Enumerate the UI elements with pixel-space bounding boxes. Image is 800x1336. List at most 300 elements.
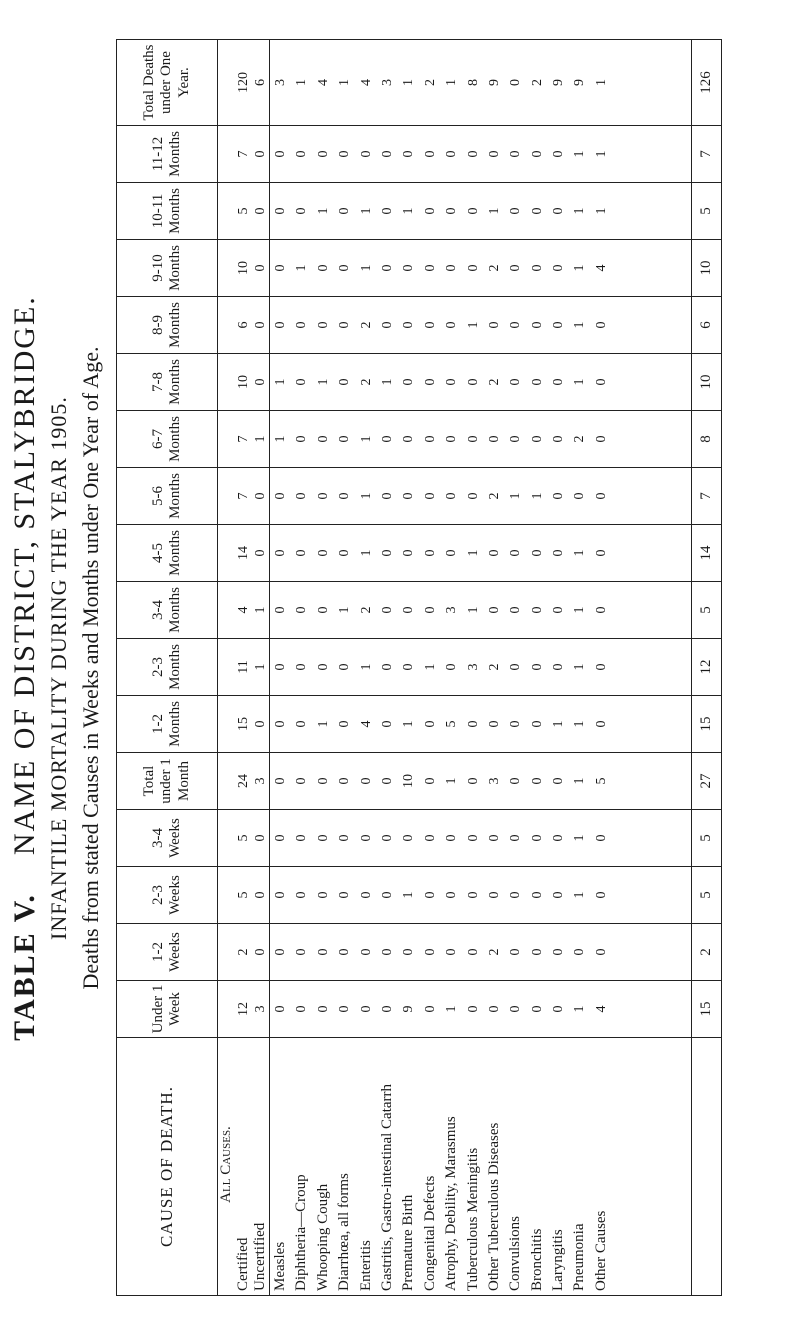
table-cell: 0 bbox=[253, 150, 268, 158]
all-causes-labels bbox=[218, 1038, 270, 1296]
table-cell: 0 bbox=[486, 1005, 502, 1013]
table-cell: 24 bbox=[236, 774, 251, 788]
table-cell: 0 bbox=[253, 834, 268, 842]
table-cell: 0 bbox=[444, 549, 460, 557]
table-cell: 0 bbox=[593, 663, 609, 671]
table-cell: 5 bbox=[444, 720, 460, 728]
table-cell: 0 bbox=[379, 1005, 395, 1013]
cause-label: Atrophy, Debility, Marasmus bbox=[443, 1116, 460, 1291]
all-causes-values bbox=[218, 126, 270, 183]
table-cell: 0 bbox=[379, 435, 395, 443]
table-cell: 0 bbox=[315, 549, 331, 557]
table-cell: 0 bbox=[465, 948, 481, 956]
table-cell: 2 bbox=[358, 606, 374, 614]
table-cell: 0 bbox=[273, 948, 288, 956]
table-cell: 0 bbox=[294, 321, 310, 329]
table-cell: 0 bbox=[593, 720, 609, 728]
table-caption: Deaths from stated Causes in Weeks and Months under One Year of Age. bbox=[78, 346, 103, 990]
table-cell: 1 bbox=[358, 207, 374, 215]
col-header: 5-6 Months bbox=[117, 468, 218, 525]
table-cell: 9 bbox=[401, 1005, 417, 1013]
cause-label: Whooping Cough bbox=[314, 1183, 331, 1291]
table-cell: 0 bbox=[273, 150, 288, 158]
table-cell: 0 bbox=[529, 720, 545, 728]
table-cell: 0 bbox=[379, 891, 395, 899]
row-label: Certified bbox=[235, 1237, 251, 1291]
table-cell: 0 bbox=[508, 891, 524, 899]
table-cell: 0 bbox=[465, 777, 481, 785]
table-cell: 0 bbox=[508, 1005, 524, 1013]
table-cell: 0 bbox=[508, 549, 524, 557]
table-cell: 0 bbox=[358, 150, 374, 158]
cause-values bbox=[270, 696, 692, 753]
table-cell: 1 bbox=[422, 663, 438, 671]
table-cell: 0 bbox=[401, 549, 417, 557]
table-cell: 0 bbox=[379, 549, 395, 557]
table-cell: 0 bbox=[273, 492, 288, 500]
table-cell: 0 bbox=[551, 777, 567, 785]
table-cell: 0 bbox=[253, 492, 268, 500]
cause-label: Gastritis, Gastro-intestinal Catarrh bbox=[378, 1083, 395, 1291]
table-cell: 1 bbox=[486, 207, 502, 215]
table-cell: 1 bbox=[593, 79, 609, 86]
spacer bbox=[218, 40, 235, 125]
table-cell: 0 bbox=[529, 207, 545, 215]
table-cell: 0 bbox=[508, 663, 524, 671]
table-cell: 0 bbox=[315, 435, 331, 443]
col-cause-header: CAUSE OF DEATH. bbox=[117, 1038, 218, 1296]
table-cell: 1 bbox=[315, 207, 331, 215]
table-cell: 1 bbox=[508, 492, 524, 500]
table-cell: 0 bbox=[444, 834, 460, 842]
col-header: Under 1 Week bbox=[117, 981, 218, 1038]
table-cell: 11 bbox=[236, 660, 251, 674]
spacer bbox=[218, 240, 235, 296]
table-cell: 0 bbox=[315, 492, 331, 500]
all-causes-values bbox=[218, 468, 270, 525]
table-cell: 1 bbox=[444, 1005, 460, 1013]
table-cell: 0 bbox=[465, 264, 481, 272]
cause-values bbox=[270, 810, 692, 867]
table-cell: 0 bbox=[529, 150, 545, 158]
table-cell: 0 bbox=[273, 663, 288, 671]
cause-values bbox=[270, 582, 692, 639]
table-cell: 1 bbox=[572, 378, 588, 386]
spacer bbox=[218, 582, 235, 638]
table-cell: 0 bbox=[486, 435, 502, 443]
table-cell: 1 bbox=[465, 606, 481, 614]
table-cell: 1 bbox=[337, 606, 353, 614]
table-cell: 0 bbox=[294, 549, 310, 557]
cause-label: Congenital Defects bbox=[421, 1175, 438, 1291]
table-cell: 1 bbox=[444, 79, 460, 86]
table-cell: 0 bbox=[315, 150, 331, 158]
table-cell: 1 bbox=[572, 264, 588, 272]
table-cell: 0 bbox=[358, 1005, 374, 1013]
table-cell: 4 bbox=[358, 79, 374, 86]
table-cell: 0 bbox=[465, 150, 481, 158]
table-cell: 0 bbox=[529, 378, 545, 386]
table-cell: 1 bbox=[294, 264, 310, 272]
total-cell: 5 bbox=[692, 810, 722, 867]
col-header: 8-9 Months bbox=[117, 297, 218, 354]
all-causes-values bbox=[218, 810, 270, 867]
table-cell: 0 bbox=[358, 777, 374, 785]
table-cell: 0 bbox=[253, 549, 268, 557]
cause-values bbox=[270, 126, 692, 183]
total-cell: 15 bbox=[692, 696, 722, 753]
table-cell: 0 bbox=[593, 378, 609, 386]
table-cell: 1 bbox=[572, 549, 588, 557]
table-cell: 9 bbox=[551, 79, 567, 86]
table-cell: 0 bbox=[551, 150, 567, 158]
spacer bbox=[218, 981, 235, 1037]
table-cell: 0 bbox=[379, 606, 395, 614]
spacer bbox=[218, 525, 235, 581]
table-cell: 3 bbox=[444, 606, 460, 614]
table-cell: 1 bbox=[401, 79, 417, 86]
table-cell: 5 bbox=[593, 777, 609, 785]
table-cell: 0 bbox=[315, 321, 331, 329]
table-cell: 0 bbox=[422, 891, 438, 899]
col-header: 2-3 Weeks bbox=[117, 867, 218, 924]
table-cell: 0 bbox=[422, 378, 438, 386]
table-cell: 0 bbox=[337, 549, 353, 557]
table-cell: 0 bbox=[294, 207, 310, 215]
total-cell: 15 bbox=[692, 981, 722, 1038]
table-cell: 0 bbox=[508, 150, 524, 158]
table-cell: 0 bbox=[508, 79, 524, 86]
all-causes-values bbox=[218, 582, 270, 639]
table-cell: 0 bbox=[253, 321, 268, 329]
total-cell: 5 bbox=[692, 867, 722, 924]
table-cell: 8 bbox=[465, 79, 481, 86]
col-header: 3-4 Weeks bbox=[117, 810, 218, 867]
table-cell: 9 bbox=[486, 79, 502, 86]
table-cell: 1 bbox=[294, 79, 310, 86]
spacer bbox=[218, 696, 235, 752]
table-cell: 0 bbox=[253, 264, 268, 272]
table-cell: 0 bbox=[529, 606, 545, 614]
table-cell: 0 bbox=[294, 720, 310, 728]
table-cell: 0 bbox=[337, 663, 353, 671]
table-cell: 0 bbox=[337, 891, 353, 899]
cause-label: Premature Birth bbox=[400, 1194, 417, 1291]
all-causes-values bbox=[218, 240, 270, 297]
col-header: Total under 1 Month bbox=[117, 753, 218, 810]
table-cell: 0 bbox=[401, 948, 417, 956]
table-cell: 3 bbox=[379, 79, 395, 86]
col-header: 4-5 Months bbox=[117, 525, 218, 582]
table-cell: 4 bbox=[236, 606, 251, 614]
table-cell: 1 bbox=[253, 435, 268, 443]
table-cell: 0 bbox=[379, 720, 395, 728]
table-cell: 10 bbox=[236, 261, 251, 275]
table-cell: 0 bbox=[422, 777, 438, 785]
table-cell: 1 bbox=[572, 150, 588, 158]
table-cell: 0 bbox=[551, 1005, 567, 1013]
col-header: 7-8 Months bbox=[117, 354, 218, 411]
table-cell: 0 bbox=[551, 321, 567, 329]
table-cell: 0 bbox=[273, 207, 288, 215]
table-cell: 0 bbox=[253, 891, 268, 899]
all-causes-values bbox=[218, 183, 270, 240]
total-cell: 27 bbox=[692, 753, 722, 810]
table-cell: 0 bbox=[551, 378, 567, 386]
all-causes-values bbox=[218, 924, 270, 981]
table-cell: 0 bbox=[401, 321, 417, 329]
table-cell: 0 bbox=[551, 435, 567, 443]
table-cell: 0 bbox=[422, 948, 438, 956]
table-cell: 1 bbox=[572, 606, 588, 614]
cause-label: Pneumonia bbox=[571, 1223, 588, 1291]
table-cell: 0 bbox=[401, 663, 417, 671]
table-cell: 0 bbox=[551, 891, 567, 899]
table-cell: 0 bbox=[444, 378, 460, 386]
table-cell: 0 bbox=[294, 891, 310, 899]
table-cell: 2 bbox=[358, 378, 374, 386]
table-cell: 0 bbox=[273, 777, 288, 785]
all-causes-values bbox=[218, 40, 270, 126]
table-cell: 0 bbox=[294, 777, 310, 785]
table-cell: 0 bbox=[422, 264, 438, 272]
table-cell: 0 bbox=[273, 264, 288, 272]
table-cell: 0 bbox=[486, 891, 502, 899]
table-cell: 1 bbox=[358, 663, 374, 671]
total-cell: 2 bbox=[692, 924, 722, 981]
table-cell: 1 bbox=[572, 321, 588, 329]
table-cell: 0 bbox=[465, 435, 481, 443]
table-cell: 0 bbox=[508, 435, 524, 443]
table-cell: 2 bbox=[236, 948, 251, 956]
table-cell: 12 bbox=[236, 1002, 251, 1016]
table-cell: 1 bbox=[315, 378, 331, 386]
table-cell: 0 bbox=[593, 321, 609, 329]
table-cell: 0 bbox=[529, 777, 545, 785]
table-cell: 1 bbox=[273, 435, 288, 443]
table-cell: 0 bbox=[337, 834, 353, 842]
total-cell: 126 bbox=[692, 40, 722, 126]
all-causes-values bbox=[218, 525, 270, 582]
table-cell: 0 bbox=[401, 435, 417, 443]
table-cell: 0 bbox=[337, 492, 353, 500]
table-cell: 0 bbox=[422, 150, 438, 158]
cause-values bbox=[270, 40, 692, 126]
table-cell: 1 bbox=[358, 435, 374, 443]
table-cell: 2 bbox=[486, 663, 502, 671]
totals-row bbox=[692, 40, 722, 1296]
table-cell: 0 bbox=[315, 834, 331, 842]
table-cell: 0 bbox=[294, 663, 310, 671]
cause-labels bbox=[270, 1038, 692, 1296]
table-cell: 0 bbox=[444, 321, 460, 329]
col-header: 9-10 Months bbox=[117, 240, 218, 297]
table-cell: 1 bbox=[401, 891, 417, 899]
table-cell: 0 bbox=[422, 1005, 438, 1013]
all-causes-heading: All Causes. bbox=[218, 1126, 234, 1203]
table-cell: 0 bbox=[337, 948, 353, 956]
table-cell: 4 bbox=[593, 1005, 609, 1013]
table-cell: 3 bbox=[253, 1005, 268, 1013]
table-cell: 0 bbox=[337, 378, 353, 386]
total-cell: 5 bbox=[692, 183, 722, 240]
table-cell: 0 bbox=[273, 606, 288, 614]
table-cell: 1 bbox=[465, 321, 481, 329]
total-cell: 7 bbox=[692, 468, 722, 525]
table-cell: 0 bbox=[273, 891, 288, 899]
cause-values bbox=[270, 525, 692, 582]
table-cell: 0 bbox=[422, 492, 438, 500]
table-cell: 1 bbox=[358, 264, 374, 272]
table-cell: 1 bbox=[315, 720, 331, 728]
table-cell: 0 bbox=[379, 834, 395, 842]
all-causes-values bbox=[218, 867, 270, 924]
cause-label: Diarrhœa, all forms bbox=[336, 1173, 353, 1291]
table-cell: 3 bbox=[465, 663, 481, 671]
total-cell: 10 bbox=[692, 354, 722, 411]
table-cell: 0 bbox=[273, 834, 288, 842]
table-cell: 3 bbox=[486, 777, 502, 785]
spacer bbox=[218, 867, 235, 923]
table-cell: 0 bbox=[315, 1005, 331, 1013]
cause-label: Laryngitis bbox=[550, 1229, 567, 1291]
table-cell: 0 bbox=[253, 720, 268, 728]
cause-label: Other Tuberculous Diseases bbox=[485, 1122, 502, 1291]
all-causes-block bbox=[218, 40, 270, 1296]
table-cell: 1 bbox=[572, 663, 588, 671]
table-cell: 3 bbox=[253, 777, 268, 785]
table-cell: 0 bbox=[422, 606, 438, 614]
table-cell: 4 bbox=[315, 79, 331, 86]
total-cell: 14 bbox=[692, 525, 722, 582]
table-cell: 0 bbox=[465, 891, 481, 899]
cause-label: Measles bbox=[272, 1241, 288, 1291]
header-row bbox=[117, 40, 218, 1296]
total-cell: 12 bbox=[692, 639, 722, 696]
col-header: 10-11 Months bbox=[117, 183, 218, 240]
table-cell: 0 bbox=[315, 264, 331, 272]
table-cell: 0 bbox=[465, 378, 481, 386]
table-cell: 14 bbox=[236, 546, 251, 560]
table-title bbox=[8, 0, 42, 1336]
table-cell: 0 bbox=[529, 435, 545, 443]
spacer bbox=[218, 753, 235, 809]
table-cell: 0 bbox=[508, 777, 524, 785]
table-cell: 1 bbox=[465, 549, 481, 557]
table-subtitle: INFANTILE MORTALITY DURING THE YEAR 1905. bbox=[46, 396, 71, 940]
all-causes-values bbox=[218, 354, 270, 411]
table-cell: 0 bbox=[444, 435, 460, 443]
table-cell: 0 bbox=[508, 321, 524, 329]
table-cell: 1 bbox=[593, 150, 609, 158]
table-cell: 0 bbox=[529, 663, 545, 671]
table-cell: 0 bbox=[444, 150, 460, 158]
table-cell: 0 bbox=[593, 492, 609, 500]
table-cell: 0 bbox=[529, 1005, 545, 1013]
table-cell: 0 bbox=[315, 777, 331, 785]
table-cell: 120 bbox=[236, 72, 251, 93]
table-cell: 0 bbox=[253, 207, 268, 215]
table-cell: 4 bbox=[593, 264, 609, 272]
table-cell: 0 bbox=[486, 606, 502, 614]
table-cell: 1 bbox=[358, 492, 374, 500]
table-cell: 0 bbox=[444, 207, 460, 215]
table-cell: 9 bbox=[572, 79, 588, 86]
spacer bbox=[218, 126, 235, 182]
table-cell: 0 bbox=[486, 720, 502, 728]
table-cell: 0 bbox=[401, 150, 417, 158]
table-cell: 0 bbox=[422, 207, 438, 215]
table-cell: 0 bbox=[337, 150, 353, 158]
table-cell: 0 bbox=[401, 492, 417, 500]
table-cell: 5 bbox=[236, 891, 251, 899]
table-cell: 15 bbox=[236, 717, 251, 731]
table-cell: 0 bbox=[379, 321, 395, 329]
table-cell: 0 bbox=[273, 1005, 288, 1013]
table-cell: 0 bbox=[379, 663, 395, 671]
table-cell: 7 bbox=[236, 150, 251, 158]
table-cell: 0 bbox=[422, 321, 438, 329]
table-cell: 1 bbox=[572, 1005, 588, 1013]
table-cell: 1 bbox=[401, 720, 417, 728]
table-cell: 0 bbox=[337, 321, 353, 329]
all-causes-values bbox=[218, 981, 270, 1038]
spacer bbox=[218, 468, 235, 524]
table-cell: 0 bbox=[486, 549, 502, 557]
table-cell: 0 bbox=[508, 720, 524, 728]
table-cell: 0 bbox=[551, 264, 567, 272]
table-cell: 0 bbox=[294, 150, 310, 158]
table-cell: 2 bbox=[486, 948, 502, 956]
table-cell: 0 bbox=[253, 378, 268, 386]
table-body bbox=[218, 40, 722, 1296]
table-cell: 0 bbox=[379, 264, 395, 272]
total-cell: 5 bbox=[692, 582, 722, 639]
table-cell: 10 bbox=[236, 375, 251, 389]
col-header: 6-7 Months bbox=[117, 411, 218, 468]
table-cell: 0 bbox=[422, 549, 438, 557]
table-cell: 0 bbox=[379, 492, 395, 500]
table-cell: 0 bbox=[508, 378, 524, 386]
table-cell: 0 bbox=[315, 891, 331, 899]
table-cell: 0 bbox=[508, 606, 524, 614]
table-cell: 0 bbox=[593, 834, 609, 842]
cause-values bbox=[270, 240, 692, 297]
table-cell: 4 bbox=[358, 720, 374, 728]
table-cell: 0 bbox=[593, 948, 609, 956]
all-causes-values bbox=[218, 639, 270, 696]
table-cell: 0 bbox=[422, 435, 438, 443]
table-cell: 0 bbox=[529, 834, 545, 842]
table-cell: 2 bbox=[486, 378, 502, 386]
table-cell: 0 bbox=[508, 948, 524, 956]
table-cell: 0 bbox=[551, 663, 567, 671]
table-cell: 0 bbox=[337, 1005, 353, 1013]
table-cell: 0 bbox=[465, 720, 481, 728]
cause-values bbox=[270, 867, 692, 924]
table-cell: 0 bbox=[551, 549, 567, 557]
table-cell: 0 bbox=[294, 834, 310, 842]
table-cell: 0 bbox=[508, 264, 524, 272]
spacer bbox=[218, 354, 235, 410]
cause-label: Convulsions bbox=[507, 1215, 524, 1291]
table-cell: 0 bbox=[529, 891, 545, 899]
table-cell: 1 bbox=[337, 79, 353, 86]
table-cell: 0 bbox=[253, 948, 268, 956]
table-cell: 1 bbox=[379, 378, 395, 386]
table-cell: 6 bbox=[253, 79, 268, 86]
total-cell: 7 bbox=[692, 126, 722, 183]
